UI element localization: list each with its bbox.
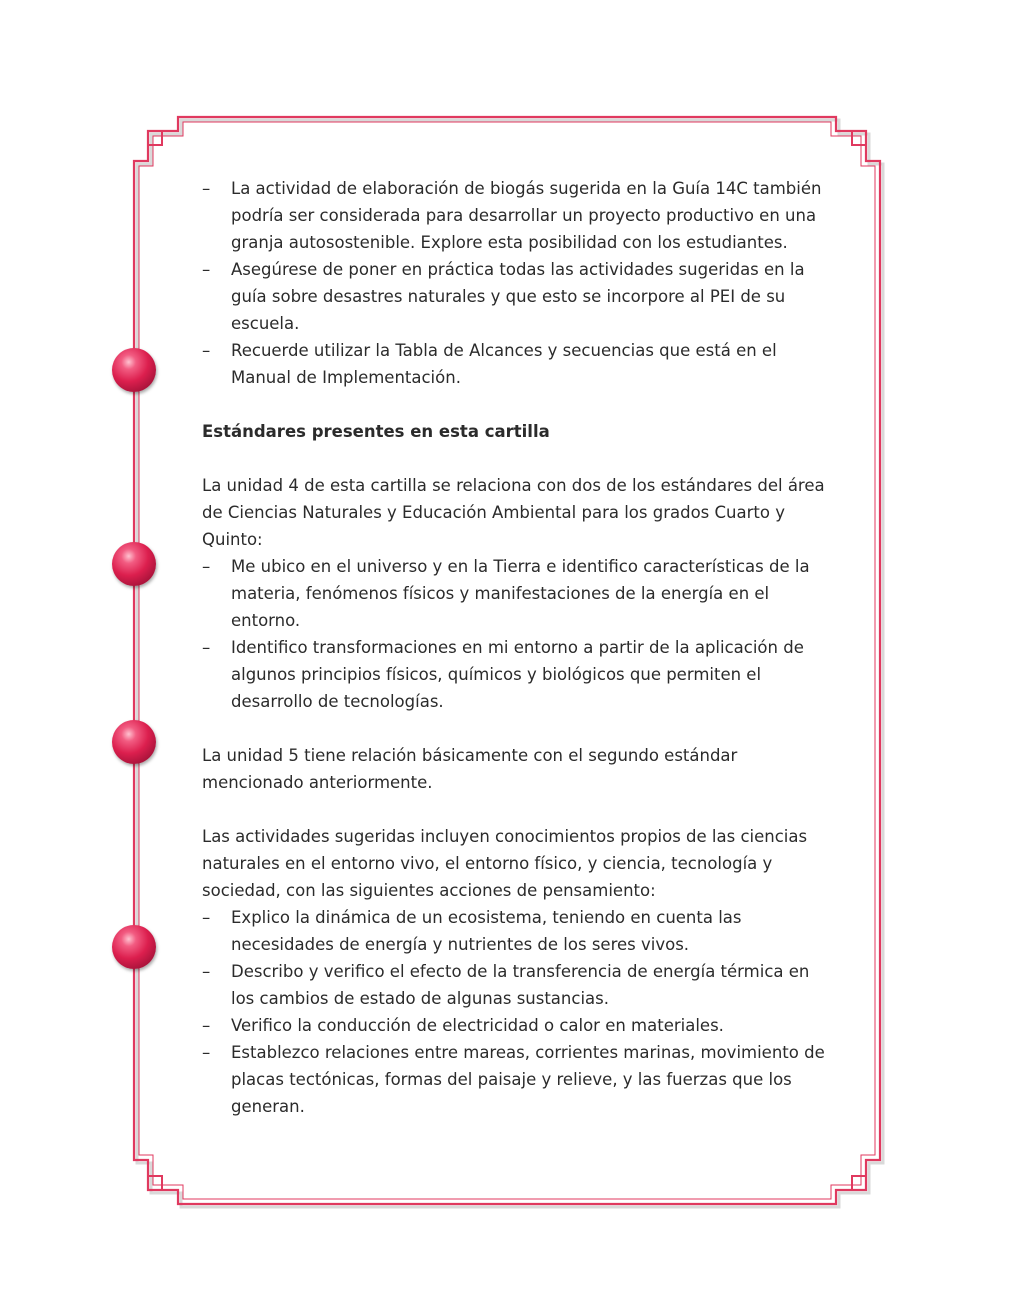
paragraph-unit-4: La unidad 4 de esta cartilla se relaciona con dos de los estándares del área de Ciencias Naturales y Educación Ambiental para los grados Cuarto y Quinto: — [202, 476, 825, 549]
list-item-text: Establezco relaciones entre mareas, corrientes marinas, movimiento de placas tectónicas, formas del paisaje y relieve, y las fuerzas que los generan. — [231, 1043, 825, 1116]
list-item — [202, 553, 832, 634]
list-item — [202, 337, 832, 391]
dash-marker: – — [202, 962, 211, 981]
dash-marker: – — [202, 1016, 211, 1035]
recommendations-list — [202, 175, 832, 391]
ring-binder-dot — [112, 348, 156, 392]
thinking-actions-list — [202, 904, 832, 1120]
list-item — [202, 1039, 832, 1120]
list-item-text: Me ubico en el universo y en la Tierra e identifico características de la materia, fenómenos físicos y manifestaciones de la energía en el entorno. — [231, 557, 810, 630]
ring-binder-dot — [112, 925, 156, 969]
dash-marker: – — [202, 260, 211, 279]
list-item-text: Identifico transformaciones en mi entorno a partir de la aplicación de algunos principios físicos, químicos y biológicos que permiten el desarrollo de tecnologías. — [231, 638, 804, 711]
dash-marker: – — [202, 638, 211, 657]
list-item — [202, 634, 832, 715]
ring-binder-dot — [112, 720, 156, 764]
paragraph-unit-5: La unidad 5 tiene relación básicamente con el segundo estándar mencionado anteriormente. — [202, 746, 738, 792]
dash-marker: – — [202, 908, 211, 927]
list-item — [202, 1012, 832, 1039]
list-item-text: Verifico la conducción de electricidad o calor en materiales. — [231, 1016, 724, 1035]
list-item — [202, 958, 832, 1012]
page-content — [202, 175, 832, 1120]
ring-binder-dot — [112, 542, 156, 586]
list-item-text: Recuerde utilizar la Tabla de Alcances y secuencias que está en el Manual de Implementación. — [231, 341, 777, 387]
list-item-text: Asegúrese de poner en práctica todas las actividades sugeridas en la guía sobre desastres naturales y que esto se incorpore al PEI de su escuela. — [231, 260, 805, 333]
list-item — [202, 904, 832, 958]
section-heading: Estándares presentes en esta cartilla — [202, 422, 550, 441]
list-item — [202, 256, 832, 337]
list-item-text: Describo y verifico el efecto de la transferencia de energía térmica en los cambios de estado de algunas sustancias. — [231, 962, 810, 1008]
dash-marker: – — [202, 1043, 211, 1062]
list-item — [202, 175, 832, 256]
dash-marker: – — [202, 341, 211, 360]
list-item-text: Explico la dinámica de un ecosistema, teniendo en cuenta las necesidades de energía y nutrientes de los seres vivos. — [231, 908, 742, 954]
dash-marker: – — [202, 557, 211, 576]
paragraph-activities: Las actividades sugeridas incluyen conocimientos propios de las ciencias naturales en el entorno vivo, el entorno físico, y ciencia, tecnología y sociedad, con las siguientes acciones de pensamiento: — [202, 827, 808, 900]
list-item-text: La actividad de elaboración de biogás sugerida en la Guía 14C también podría ser considerada para desarrollar un proyecto productivo en una granja autosostenible. Explore esta posibilidad con los estudiantes. — [231, 179, 822, 252]
dash-marker: – — [202, 179, 211, 198]
standards-list — [202, 553, 832, 715]
